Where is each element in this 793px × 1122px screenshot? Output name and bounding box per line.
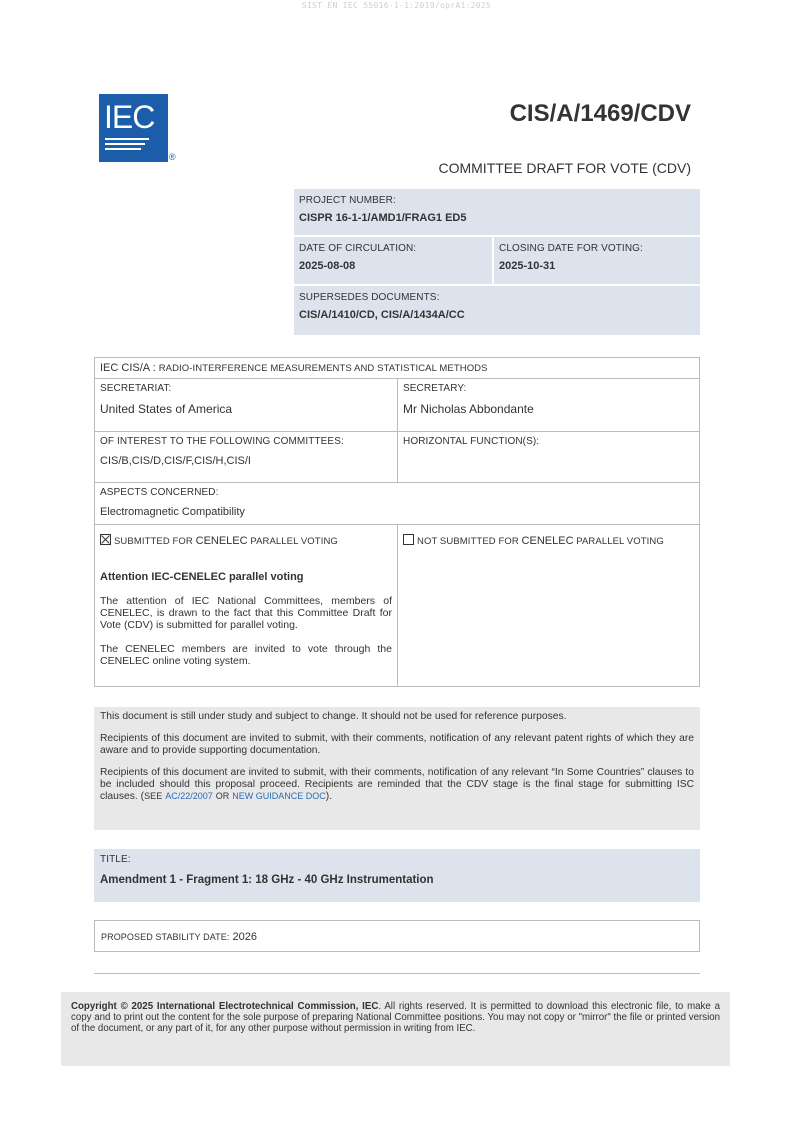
notice-end: ). <box>325 791 333 803</box>
project-number-label: PROJECT NUMBER: <box>299 195 396 206</box>
copyright-notice <box>61 992 730 1066</box>
logo-line <box>105 143 145 145</box>
aspects-value: Electromagnetic Compatibility <box>100 506 245 518</box>
closing-date-value: 2025-10-31 <box>499 260 556 272</box>
submitted-parallel-voting-option[interactable] <box>100 534 392 547</box>
notice-paragraph-3 <box>100 767 694 803</box>
attention-heading: Attention IEC-CENELEC parallel voting <box>100 571 304 583</box>
document-watermark: SIST EN IEC 55016-1-1:2019/oprA1:2025 <box>301 1 492 10</box>
aspects-label: ASPECTS CONCERNED: <box>100 487 219 498</box>
project-number-cell <box>294 189 700 235</box>
divider <box>94 973 700 974</box>
not-submitted-label-pre: NOT SUBMITTED FOR <box>417 536 522 547</box>
unchecked-checkbox-icon[interactable] <box>403 534 414 545</box>
not-submitted-label-post: PARALLEL VOTING <box>573 536 664 547</box>
horizontal-function-label: HORIZONTAL FUNCTION(S): <box>403 436 540 447</box>
ac-22-2007-link[interactable]: AC/22/2007 <box>165 791 213 802</box>
supersedes-cell <box>294 286 700 335</box>
secretary-label: SECRETARY: <box>403 383 467 394</box>
submitted-label-post: PARALLEL VOTING <box>247 536 338 547</box>
logo-text: IEC <box>104 99 155 135</box>
circulation-date-value: 2025-08-08 <box>299 260 356 272</box>
secretary-cell <box>398 379 700 432</box>
interest-label: OF INTEREST TO THE FOLLOWING COMMITTEES: <box>100 436 344 447</box>
checked-checkbox-icon[interactable] <box>100 534 111 545</box>
not-submitted-parallel-voting-option[interactable] <box>403 534 694 547</box>
attention-paragraph-2: The CENELEC members are invited to vote through the CENELEC online voting system. <box>100 643 392 668</box>
committee-title-cell <box>95 358 700 379</box>
interest-value: CIS/B,CIS/D,CIS/F,CIS/H,CIS/I <box>100 455 251 467</box>
not-submitted-label-cenelec: CENELEC <box>521 535 574 547</box>
copyright-text: . All rights reserved. It is permitted to download this electronic file, to make a copy and to print out the content for the sole purpose of preparing National Committee positions. You may not copy or "mirror" the file or printed version of the document, or any part of it, for any other purpose without permission in writing from IEC. <box>71 1001 720 1035</box>
draft-type: COMMITTEE DRAFT FOR VOTE (CDV) <box>438 160 691 176</box>
stability-date-label: PROPOSED STABILITY DATE: <box>101 932 230 942</box>
interest-cell <box>95 432 398 483</box>
parallel-voting-cell <box>95 525 398 687</box>
or-label: OR <box>215 791 230 802</box>
copyright-holder: Copyright © 2025 International Electrotechnical Commission, IEC <box>71 1001 379 1012</box>
notice-box <box>94 707 700 830</box>
project-number-value: CISPR 16-1-1/AMD1/FRAG1 ED5 <box>299 212 467 224</box>
document-id: CIS/A/1469/CDV <box>509 100 691 127</box>
supersedes-label: SUPERSEDES DOCUMENTS: <box>299 292 440 303</box>
closing-date-label: CLOSING DATE FOR VOTING: <box>499 243 643 254</box>
logo-line <box>105 148 141 150</box>
secretariat-cell <box>95 379 398 432</box>
new-guidance-doc-link[interactable]: NEW GUIDANCE DOC <box>232 791 326 802</box>
stability-date-value: 2026 <box>232 931 257 943</box>
see-label: SEE <box>144 791 163 802</box>
secretariat-value: United States of America <box>100 402 233 416</box>
notice-paragraph-3-text: Recipients of this document are invited to submit, with their comments, notification of any relevant “In Some Countries” clauses to be included should this proposal proceed. Recipients are reminded that the CDV stage is the final stage for submitting ISC clauses. ( <box>100 767 694 803</box>
submitted-label-cenelec: CENELEC <box>195 535 248 547</box>
title-box <box>94 849 700 902</box>
document-title: Amendment 1 - Fragment 1: 18 GHz - 40 GHz Instrumentation <box>100 874 434 886</box>
logo-line <box>105 138 149 140</box>
title-label: TITLE: <box>100 854 131 865</box>
not-parallel-voting-cell <box>398 525 700 687</box>
committee-code: IEC CIS/A : <box>100 362 156 374</box>
circulation-date-label: DATE OF CIRCULATION: <box>299 243 417 254</box>
attention-paragraph-1: The attention of IEC National Committees, members of CENELEC, is drawn to the fact that this Committee Draft for Vote (CDV) is submitted for parallel voting. <box>100 595 392 632</box>
secretary-value: Mr Nicholas Abbondante <box>403 402 534 416</box>
circulation-date-cell <box>294 237 492 284</box>
committee-table <box>94 357 700 687</box>
iec-logo <box>99 94 176 162</box>
secretariat-label: SECRETARIAT: <box>100 383 172 394</box>
supersedes-value: CIS/A/1410/CD, CIS/A/1434A/CC <box>299 309 465 321</box>
aspects-cell <box>95 483 700 525</box>
horizontal-function-cell <box>398 432 700 483</box>
submitted-label-pre: SUBMITTED FOR <box>114 536 196 547</box>
closing-date-cell <box>494 237 700 284</box>
stability-date-box <box>94 920 700 952</box>
registered-mark: ® <box>169 152 176 162</box>
committee-name: RADIO-INTERFERENCE MEASUREMENTS AND STATISTICAL METHODS <box>158 363 488 374</box>
notice-paragraph-2: Recipients of this document are invited to submit, with their comments, notification of any relevant patent rights of which they are aware and to provide supporting documentation. <box>100 733 694 757</box>
notice-paragraph-1: This document is still under study and subject to change. It should not be used for reference purposes. <box>100 711 567 722</box>
